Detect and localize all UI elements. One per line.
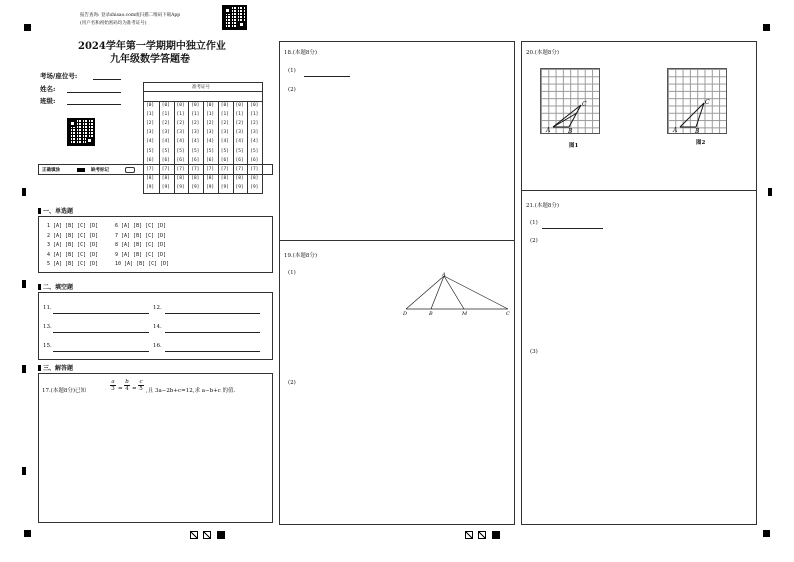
missing-mark-box[interactable] [125, 167, 135, 173]
frac-a [110, 379, 116, 392]
exam-id-digit-bubble[interactable]: [3] [220, 130, 229, 136]
exam-id-digit-bubble[interactable]: [5] [191, 148, 200, 154]
q20-fig1-caption: 图1 [569, 143, 579, 149]
page-mark [203, 531, 211, 539]
exam-id-digit-bubble[interactable]: [1] [235, 112, 244, 118]
corner-mark-bl [24, 530, 31, 537]
exam-id-digit-bubble[interactable]: [8] [161, 175, 170, 181]
exam-id-digit-bubble[interactable]: [7] [176, 166, 185, 172]
exam-id-column [233, 102, 249, 194]
frac-c-num: c [139, 379, 143, 385]
q19-triangle-figure [402, 271, 514, 316]
blank-14-field[interactable] [165, 332, 260, 333]
q19-title: 19.(本题8分) [284, 253, 318, 259]
section2-title: 二、填空题 [38, 282, 73, 291]
exam-id-digit-bubble[interactable]: [2] [206, 121, 215, 127]
exam-id-digit-bubble[interactable]: [6] [235, 157, 244, 163]
student-qr-code-icon [67, 118, 95, 146]
exam-id-column [159, 102, 175, 194]
frac-c-den: 5 [139, 386, 143, 392]
blank-13-field[interactable] [53, 332, 149, 333]
fig2-label-b: B [695, 128, 700, 135]
exam-id-digit-bubble[interactable]: [0] [235, 103, 244, 108]
exam-id-digit-bubble[interactable]: [5] [146, 148, 155, 154]
blank-12-label: 12. [153, 305, 162, 311]
exam-id-digit-bubble[interactable]: [9] [206, 184, 215, 190]
exam-id-column [144, 102, 159, 194]
exam-id-digit-bubble[interactable]: [2] [250, 121, 259, 127]
exam-id-digit-bubble[interactable]: [5] [220, 148, 229, 154]
choice-row[interactable]: 10 [A] [B] [C] [D] [115, 261, 170, 267]
exam-id-digit-bubble[interactable]: [7] [235, 166, 244, 172]
exam-id-digit-bubble[interactable]: [0] [250, 103, 259, 108]
exam-id-digit-bubble[interactable]: [7] [191, 166, 200, 172]
choice-row[interactable]: 8 [A] [B] [C] [D] [115, 242, 167, 248]
q19-label-d: D [403, 311, 408, 316]
q18-part2: (2) [288, 87, 296, 93]
frac-a-num: a [111, 379, 115, 385]
exam-id-digit-bubble[interactable]: [8] [206, 175, 215, 181]
page-mark [190, 531, 198, 539]
choice-row[interactable]: 4 [A] [B] [C] [D] [47, 251, 99, 258]
section1-title: 一、单选题 [38, 206, 73, 215]
blank-14-label: 14. [153, 324, 162, 330]
exam-id-digit-bubble[interactable]: [7] [220, 166, 229, 172]
fig1-label-a: A [546, 127, 551, 134]
blank-16-field[interactable] [165, 351, 260, 352]
fig2-label-c: C [705, 99, 710, 106]
exam-id-digit-bubble[interactable]: [4] [146, 139, 155, 145]
q20-fig2-caption: 图2 [696, 140, 706, 146]
exam-id-label: 准考证号 [192, 85, 210, 90]
exam-id-digit-bubble[interactable]: [3] [191, 130, 200, 136]
exam-id-digit-bubble[interactable]: [8] [146, 175, 155, 181]
exam-id-digit-bubble[interactable]: [0] [220, 103, 229, 108]
exam-id-column [218, 102, 234, 194]
blank-11-label: 11. [43, 305, 52, 311]
exam-id-digit-bubble[interactable]: [1] [176, 112, 185, 118]
title-line-2: 九年级数学答题卷 [110, 54, 190, 65]
exam-id-digit-bubble[interactable]: [3] [206, 130, 215, 136]
q17-prefix: 17.(本题8分)已知 [42, 388, 87, 394]
exam-id-digit-bubble[interactable]: [8] [250, 175, 259, 181]
q20-grid-figure-2 [667, 68, 727, 134]
room-field[interactable] [93, 79, 121, 80]
exam-id-digit-bubble[interactable]: [5] [250, 148, 259, 154]
page-mark-solid [492, 531, 500, 539]
q18-title: 18.(本题8分) [284, 50, 318, 56]
notice-line-2: (用户名和初始密码均为准考证号) [80, 21, 147, 26]
q17-answer-box[interactable] [38, 373, 273, 523]
q19-part2: (2) [288, 380, 296, 386]
corner-mark-tl [24, 24, 31, 31]
corner-mark-tr [763, 24, 770, 31]
choice-row[interactable]: 3 [A] [B] [C] [D] [47, 242, 99, 248]
exam-id-digit-bubble[interactable]: [2] [176, 121, 185, 127]
frac-b [124, 379, 130, 392]
exam-id-columns [144, 102, 262, 194]
q21-part2: (2) [530, 238, 538, 244]
exam-id-digit-bubble[interactable]: [7] [206, 166, 215, 172]
exam-id-digit-bubble[interactable]: [7] [161, 166, 170, 172]
choice-row[interactable]: 1 [A] [B] [C] [D] [47, 223, 99, 229]
side-mark [22, 467, 26, 475]
exam-id-digit-bubble[interactable]: [9] [146, 184, 155, 190]
fill-hint-box [38, 164, 273, 175]
blank-16-label: 16. [153, 343, 162, 349]
exam-id-digit-bubble[interactable]: [3] [161, 130, 170, 136]
q18-answer-box[interactable] [279, 41, 515, 241]
exam-id-digit-bubble[interactable]: [1] [220, 112, 229, 118]
q20-answer-box[interactable] [521, 41, 757, 191]
qr-code-icon [222, 5, 247, 30]
exam-id-digit-bubble[interactable]: [8] [235, 175, 244, 181]
q19-part1: (1) [288, 270, 296, 276]
exam-id-digit-bubble[interactable]: [9] [250, 184, 259, 190]
name-field[interactable] [67, 92, 121, 93]
exam-id-digit-bubble[interactable]: [5] [206, 148, 215, 154]
corner-mark-br [763, 530, 770, 537]
exam-id-digit-bubble[interactable]: [1] [191, 112, 200, 118]
q21-part1: (1) [530, 220, 538, 226]
q21-part1-field[interactable] [542, 228, 603, 229]
frac-a-den: 3 [111, 386, 115, 392]
exam-id-digit-bubble[interactable]: [8] [220, 175, 229, 181]
blank-11-field[interactable] [53, 313, 149, 314]
exam-id-digit-bubble[interactable]: [4] [206, 139, 215, 145]
section2-box [38, 292, 273, 360]
exam-id-digit-bubble[interactable]: [7] [250, 166, 259, 172]
exam-id-digit-bubble[interactable]: [5] [161, 148, 170, 154]
exam-id-digit-bubble[interactable]: [4] [220, 139, 229, 145]
correct-fill-label: 正确填涂 [42, 168, 60, 173]
exam-id-digit-bubble[interactable]: [1] [250, 112, 259, 118]
page-mark [478, 531, 486, 539]
exam-id-digit-bubble[interactable]: [2] [146, 121, 155, 127]
exam-id-digit-bubble[interactable]: [3] [146, 130, 155, 136]
exam-id-digit-bubble[interactable]: [1] [206, 112, 215, 118]
page-mark-solid [217, 531, 225, 539]
exam-id-digit-bubble[interactable]: [7] [146, 166, 155, 172]
exam-id-digit-bubble[interactable]: [2] [220, 121, 229, 127]
q17-suffix: ,且 3a−2b+c=12,求 a−b+c 的值. [146, 388, 236, 394]
fig2-label-a: A [673, 127, 678, 134]
blank-12-field[interactable] [165, 313, 260, 314]
exam-id-digit-bubble[interactable]: [3] [176, 130, 185, 136]
frac-eq-1: = [118, 386, 123, 392]
choice-row[interactable]: 2 [A] [B] [C] [D] [47, 232, 99, 239]
exam-id-digit-bubble[interactable]: [4] [250, 139, 259, 145]
exam-id-digit-bubble[interactable]: [4] [235, 139, 244, 145]
exam-id-digit-bubble[interactable]: [9] [176, 184, 185, 190]
q19-label-c: C [506, 311, 510, 316]
frac-eq-2: = [132, 386, 137, 392]
page-mark [465, 531, 473, 539]
q21-part3: (3) [530, 349, 538, 355]
exam-id-digit-bubble[interactable]: [6] [191, 157, 200, 163]
exam-id-digit-bubble[interactable]: [6] [176, 157, 185, 163]
exam-id-digit-bubble[interactable]: [9] [235, 184, 244, 190]
class-label: 班级: [40, 97, 56, 105]
exam-id-digit-bubble[interactable]: [5] [176, 148, 185, 154]
exam-id-digit-bubble[interactable]: [3] [235, 130, 244, 136]
frac-b-num: b [125, 379, 129, 385]
section3-title: 三、解答题 [38, 363, 73, 372]
blank-15-field[interactable] [53, 351, 149, 352]
exam-id-digit-bubble[interactable]: [9] [191, 184, 200, 190]
exam-id-digit-bubble[interactable]: [2] [161, 121, 170, 127]
exam-id-digit-bubble[interactable]: [4] [161, 139, 170, 145]
side-mark [22, 365, 26, 373]
choice-row[interactable]: 6 [A] [B] [C] [D] [115, 223, 167, 229]
exam-id-digit-bubble[interactable]: [9] [220, 184, 229, 190]
q21-title: 21.(本题8分) [526, 203, 560, 209]
exam-id-digit-bubble[interactable]: [6] [146, 157, 155, 163]
q18-part1: (1) [288, 68, 296, 74]
q21-answer-box[interactable] [521, 190, 757, 525]
q19-answer-box[interactable] [279, 240, 515, 525]
side-mark [22, 188, 26, 196]
exam-id-digit-bubble[interactable]: [0] [176, 103, 185, 108]
correct-fill-sample [77, 168, 85, 172]
exam-id-digit-bubble[interactable]: [4] [176, 139, 185, 145]
q19-label-b: B [429, 311, 433, 316]
frac-c [138, 379, 144, 392]
room-label: 考场/座位号: [40, 72, 78, 80]
blank-13-label: 13. [43, 324, 52, 330]
exam-id-column [247, 102, 263, 194]
exam-id-digit-bubble[interactable]: [6] [250, 157, 259, 163]
side-mark [768, 188, 772, 196]
choice-row[interactable]: 9 [A] [B] [C] [D] [115, 251, 167, 258]
exam-id-column [174, 102, 190, 194]
exam-id-digit-bubble[interactable]: [2] [235, 121, 244, 127]
q19-label-m: M [462, 311, 468, 316]
exam-id-digit-bubble[interactable]: [9] [161, 184, 170, 190]
exam-id-digit-bubble[interactable]: [1] [161, 112, 170, 118]
q18-part1-field[interactable] [304, 76, 350, 77]
exam-id-digit-bubble[interactable]: [8] [176, 175, 185, 181]
exam-id-grid [143, 82, 263, 194]
section1-box [38, 216, 273, 273]
q20-grid-figure-1 [540, 68, 600, 134]
exam-id-digit-bubble[interactable]: [0] [206, 103, 215, 108]
exam-id-digit-bubble[interactable]: [4] [191, 139, 200, 145]
class-field[interactable] [67, 104, 121, 105]
fig1-label-c: C [582, 101, 587, 108]
exam-id-digit-bubble[interactable]: [5] [235, 148, 244, 154]
fig1-label-b: B [568, 128, 573, 135]
notice-line-1: 报告查询: 登录shisao.com或扫描二维码下载App [80, 13, 181, 18]
blank-15-label: 15. [43, 343, 52, 349]
title-line-1: 2024学年第一学期期中独立作业 [78, 41, 226, 52]
exam-id-digit-bubble[interactable]: [3] [250, 130, 259, 136]
exam-id-digit-bubble[interactable]: [0] [161, 103, 170, 108]
exam-id-digit-bubble[interactable]: [6] [161, 157, 170, 163]
exam-id-digit-bubble[interactable]: [6] [206, 157, 215, 163]
exam-id-column [188, 102, 204, 194]
exam-id-digit-bubble[interactable]: [1] [146, 112, 155, 118]
frac-b-den: 4 [125, 386, 129, 392]
exam-id-digit-bubble[interactable]: [0] [191, 103, 200, 108]
exam-id-digit-bubble[interactable]: [6] [220, 157, 229, 163]
side-mark [22, 280, 26, 288]
exam-id-digit-bubble[interactable]: [2] [191, 121, 200, 127]
exam-id-digit-bubble[interactable]: [0] [146, 103, 155, 108]
choice-row[interactable]: 5 [A] [B] [C] [D] [47, 261, 99, 267]
missing-label: 缺考标记 [91, 168, 109, 173]
exam-id-column [203, 102, 219, 194]
choice-row[interactable]: 7 [A] [B] [C] [D] [115, 232, 167, 239]
exam-id-digit-bubble[interactable]: [8] [191, 175, 200, 181]
q20-title: 20.(本题8分) [526, 50, 560, 56]
q19-label-a: A [442, 272, 446, 278]
name-label: 姓名: [40, 85, 56, 93]
